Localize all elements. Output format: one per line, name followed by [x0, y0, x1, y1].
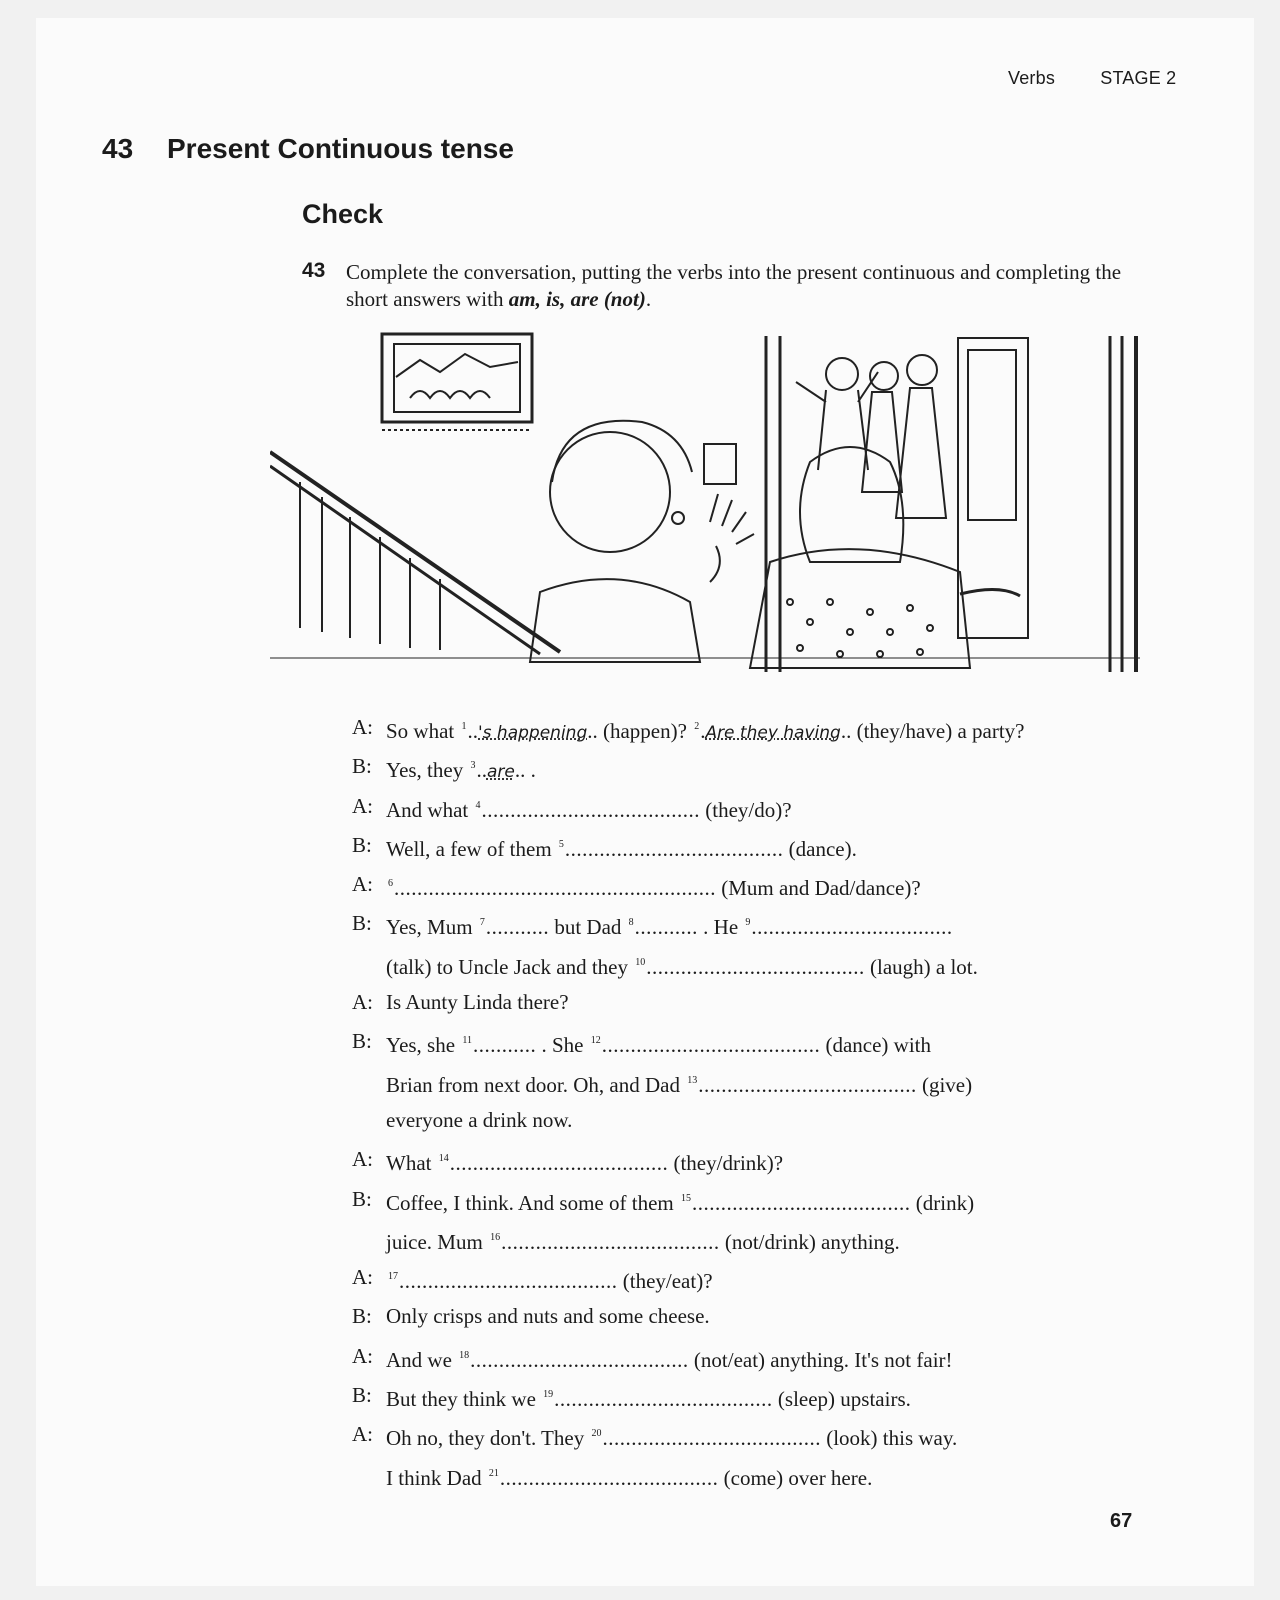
gap-number: 5 — [558, 838, 564, 850]
answer-gap[interactable]: ...................................... — [698, 1072, 917, 1097]
answer-gap[interactable]: ...................................... — [481, 797, 700, 822]
speaker: A: — [352, 1422, 373, 1447]
instruction-keywords: am, is, are (not) — [508, 287, 646, 311]
line-text: So what $^1$..'s happening.. (happen)? $^2$.Are they having.. (they/have) a party? — [386, 719, 1025, 743]
dialog-line-13 — [352, 1184, 1172, 1223]
text: (come) over here. — [718, 1465, 873, 1490]
dialog-line-19 — [352, 1419, 1172, 1458]
line-text — [386, 1066, 972, 1100]
answer-gap[interactable]: ...................................... — [601, 1033, 821, 1058]
speaker: A: — [352, 990, 373, 1015]
dialog-line-2 — [352, 751, 1172, 790]
speaker: A: — [352, 1147, 373, 1172]
speaker: A: — [352, 1265, 373, 1290]
line-text — [386, 1419, 957, 1453]
dialog-line-9 — [352, 1026, 1172, 1065]
text: (not/eat) anything. It's not fair! — [688, 1347, 953, 1372]
gap-number: 1 — [461, 721, 467, 732]
instruction-end: . — [645, 287, 652, 311]
speaker: B: — [352, 1304, 372, 1329]
dialog-line-8 — [352, 987, 1172, 1026]
answer-gap[interactable]: ........... — [634, 915, 698, 940]
text: Yes, Mum — [386, 915, 478, 940]
speaker: B: — [352, 1383, 372, 1408]
line-text — [386, 1459, 872, 1493]
gap-number: 19 — [543, 1389, 554, 1401]
text: But they think we — [386, 1387, 542, 1412]
line-text — [386, 1262, 713, 1296]
doorway-icon — [766, 336, 1136, 672]
text: (laugh) a lot. — [864, 954, 978, 979]
dialog-line-15 — [352, 1262, 1172, 1301]
text: . — [525, 758, 536, 783]
speaker: B: — [352, 832, 372, 857]
dialog-line-10 — [352, 1066, 1172, 1105]
line-text — [386, 1184, 974, 1218]
picture-frame-icon — [382, 334, 532, 430]
speaker: B: — [352, 1186, 372, 1211]
light-switch-icon — [704, 444, 736, 484]
line-text: Is Aunty Linda there? — [386, 990, 569, 1015]
text: Yes, they — [386, 758, 469, 783]
speaker: A: — [352, 872, 373, 897]
section-title: Check — [302, 199, 384, 229]
girl-icon — [750, 447, 1020, 668]
gap-number: 12 — [590, 1035, 601, 1047]
text: Oh no, they don't. They — [386, 1426, 590, 1451]
line-text — [386, 1026, 931, 1060]
handwritten-answer[interactable]: Are they having — [705, 723, 841, 743]
text: And we — [386, 1347, 458, 1372]
answer-gap[interactable]: ...................................... — [499, 1465, 719, 1490]
dialog-line-5 — [352, 869, 1172, 908]
line-text: Only crisps and nuts and some cheese. — [386, 1304, 710, 1329]
line-text — [386, 1341, 953, 1375]
text: So what — [386, 719, 460, 743]
gap-number: 15 — [681, 1192, 691, 1204]
speaker: B: — [352, 754, 372, 779]
line-text — [386, 1144, 783, 1178]
unit-number: 43 — [102, 133, 134, 164]
text: (sleep) upstairs. — [772, 1387, 911, 1412]
text: (not/drink) anything. — [719, 1229, 900, 1254]
dialog-line-18 — [352, 1380, 1172, 1419]
text: (dance) with — [820, 1033, 931, 1058]
page-number: 67 — [1110, 1510, 1133, 1532]
text: (Mum and Dad/dance)? — [716, 876, 921, 901]
gap-number: 2 — [694, 721, 700, 732]
answer-gap[interactable]: ...................................... — [602, 1426, 821, 1451]
text: juice. Mum — [386, 1229, 489, 1254]
answer-gap[interactable]: ...................................... — [554, 1387, 773, 1412]
answer-gap[interactable]: ................................... — [751, 915, 953, 940]
boy-icon — [530, 421, 754, 662]
gap-number: 8 — [628, 917, 634, 929]
text: And what — [386, 797, 474, 822]
line-text: everyone a drink now. — [386, 1107, 573, 1132]
running-header — [1008, 68, 1176, 89]
dialog-line-7 — [352, 948, 1172, 987]
answer-gap[interactable]: ........... — [485, 915, 550, 940]
text: but Dad — [549, 915, 627, 940]
text: (drink) — [910, 1190, 975, 1215]
text: I think Dad — [386, 1465, 487, 1490]
header-stage: STAGE 2 — [1100, 68, 1177, 88]
answer-gap[interactable]: ...................................... — [692, 1190, 911, 1215]
answer-gap[interactable]: ........... — [472, 1033, 537, 1058]
text: Brian from next door. Oh, and Dad — [386, 1072, 686, 1097]
text: Coffee, I think. And some of them — [386, 1190, 679, 1215]
dialog-line-1 — [352, 712, 1172, 751]
gap-number: 17 — [388, 1271, 398, 1283]
gap-number: 3 — [470, 760, 476, 772]
handwritten-answer[interactable]: are — [486, 762, 515, 783]
answer-gap[interactable]: ...................................... — [564, 836, 784, 861]
text: (give) — [916, 1072, 973, 1097]
gap-number: 18 — [459, 1349, 470, 1361]
handwritten-answer[interactable]: 's happening — [478, 723, 588, 743]
gap-number: 7 — [479, 917, 485, 929]
dialog-line-20 — [352, 1459, 1172, 1498]
line-text — [386, 948, 978, 982]
dialog-line-12 — [352, 1144, 1172, 1183]
gap-number: 11 — [462, 1035, 472, 1047]
conversation — [352, 712, 1172, 1498]
answer-gap[interactable]: ...................................... — [646, 954, 865, 979]
exercise-instruction — [346, 259, 1136, 313]
line-text — [386, 869, 921, 903]
gap-number: 21 — [488, 1467, 499, 1479]
gap-number: 6 — [388, 878, 393, 890]
gap-number: 13 — [687, 1074, 698, 1086]
line-text — [386, 791, 792, 825]
answer-gap[interactable]: ...................................... — [470, 1347, 689, 1372]
text: (they/have) a party? — [851, 719, 1025, 743]
line-text — [386, 830, 857, 864]
speaker: A: — [352, 793, 373, 818]
gap-number: 4 — [475, 799, 481, 811]
text: (they/do)? — [700, 797, 792, 822]
exercise-number: 43 — [302, 259, 326, 282]
dialog-line-16 — [352, 1301, 1172, 1340]
text: (look) this way. — [820, 1426, 958, 1451]
text: Well, a few of them — [386, 836, 557, 861]
text: (happen)? — [597, 719, 693, 743]
dialog-line-17 — [352, 1341, 1172, 1380]
line-text — [386, 1223, 900, 1257]
gap-number: 16 — [490, 1231, 501, 1243]
dialog-line-6 — [352, 908, 1172, 947]
answer-gap[interactable]: ...................................... — [501, 1229, 720, 1254]
header-section: Verbs — [1008, 68, 1056, 88]
answer-gap[interactable]: ...................................... — [399, 1269, 618, 1294]
dancing-adults-icon — [796, 355, 946, 518]
text: Yes, she — [386, 1033, 461, 1058]
dialog-line-4 — [352, 830, 1172, 869]
text: . She — [536, 1033, 589, 1058]
line-text — [386, 1380, 911, 1414]
text: What — [386, 1151, 437, 1176]
answer-gap[interactable]: ........................................................ — [394, 876, 716, 901]
gap-number: 9 — [745, 917, 751, 929]
staircase-icon — [270, 452, 560, 654]
speaker: B: — [352, 1029, 372, 1054]
unit-title: Present Continuous tense — [167, 133, 514, 164]
text: (they/eat)? — [617, 1269, 713, 1294]
party-illustration — [270, 332, 1170, 688]
instruction-text: Complete the conversation, putting the verbs into the present continuous and completing the short answers with — [346, 260, 1122, 311]
line-text: Yes, they $^3$..are.. . — [386, 758, 536, 783]
dialog-line-11 — [352, 1105, 1172, 1144]
text: (they/drink)? — [668, 1151, 784, 1176]
dialog-line-14 — [352, 1223, 1172, 1262]
dialog-line-3 — [352, 791, 1172, 830]
text: . He — [697, 915, 744, 940]
speaker: A: — [352, 715, 373, 739]
speaker: B: — [352, 911, 372, 936]
text: (dance). — [783, 836, 857, 861]
answer-gap[interactable]: ...................................... — [449, 1151, 669, 1176]
gap-number: 10 — [635, 956, 646, 968]
text: (talk) to Uncle Jack and they — [386, 954, 634, 979]
speaker: A: — [352, 1343, 373, 1368]
gap-number: 20 — [591, 1428, 602, 1440]
line-text — [386, 908, 953, 942]
gap-number: 14 — [438, 1153, 449, 1165]
